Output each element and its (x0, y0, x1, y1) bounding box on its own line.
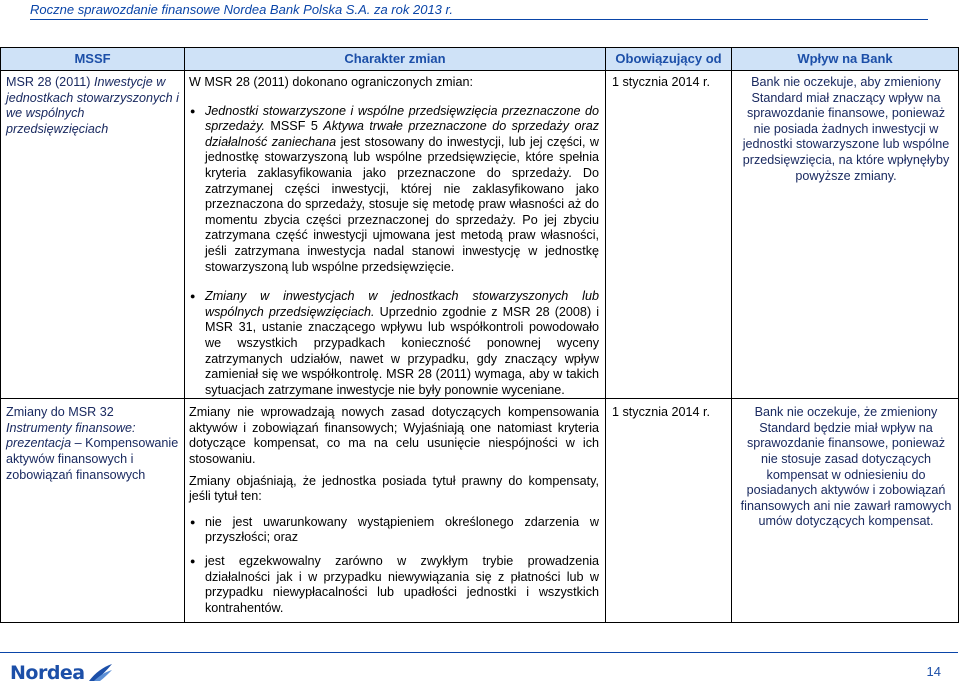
ifrs-changes-table (0, 47, 959, 623)
row1-bullet-2 (189, 289, 599, 398)
page-number: 14 (926, 664, 941, 679)
row1-bullet-1-rest: jest stosowany do inwestycji, lub jej części, w jednostkę stowarzyszoną lub wspólne przedsięwzięcie, które spełnia kryteria zaklasyfikowania jako przeznaczone do sprzedaży. Do zatrzymanej części inwestycji, której nie zaklasyfikowano jako przeznaczona do sprzedaży, stosuje się metodę praw własności aż do momentu zbycia części przeznaczonej do sprzedaży. Po jej zbyciu zatrzymana część inwestycji ujmowana jest metodą praw własności, jeśli zatrzymana inwestycja nadal stanowi inwestycję w jednostkę stowarzyszoną lub wspólne przedsięwzięcie. (205, 134, 599, 274)
row2-standard-code: Zmiany do MSR 32 (6, 405, 114, 420)
row1-changes (185, 71, 606, 399)
row1-bullet-1 (189, 104, 599, 276)
row1-intro: W MSR 28 (2011) dokonano ograniczonych zmian: (189, 75, 473, 89)
row2-standard (1, 399, 185, 623)
row1-bullet-2-rest: Uprzednio zgodnie z MSR 28 (2008) i MSR 31, ustanie znaczącego wpływu lub współkontroli powodowało we wszystkich przypadkach konieczność ponownej wyceny zatrzymanych udziałów, nawet w przypadku, gdy znaczący wpływ zamieniał się we współkontrolę. MSR 28 (2011) wymaga, aby w takich sytuacjach zatrzymane inwestycje nie były ponownie wyceniane. (205, 304, 599, 397)
row2-changes (185, 399, 606, 623)
row2-date: 1 stycznia 2014 r. (606, 399, 732, 623)
table-row (1, 399, 959, 623)
table-header-row (1, 48, 959, 71)
logo-text: Nordea (10, 662, 85, 684)
row1-bullet-1-italic: Jednostki stowarzyszone i wspólne przedsięwzięcia przeznaczone do sprzedaży. (205, 103, 599, 134)
row2-standard-title: Instrumenty finansowe: prezentacja – (6, 420, 136, 451)
nordea-logo (10, 662, 113, 684)
row1-bullet-1-italic2: Aktywa trwałe przeznaczone do sprzedaży oraz działalność zaniechana (205, 119, 600, 149)
row1-bullet-2-italic: Zmiany w inwestycjach w jednostkach stowarzyszonych lub wspólnych przedsięwzięciach. (205, 289, 599, 319)
header-mssf: MSSF (1, 48, 185, 71)
header-wplyw-na-bank: Wpływ na Bank (732, 48, 959, 71)
header-divider (30, 19, 928, 20)
row1-standard-title: Inwestycje w jednostkach stowarzyszonych i we wspólnych przedsięwzięciach (6, 75, 179, 136)
row2-bullet-2: ● jest egzekwowalny zarówno w zwykłym trybie prowadzenia działalności jak i w przypadku niewywiązania się z płatności lub w przypadku niewypłacalności lub upadłości jednostki i wszystkich kontrahentów. (189, 554, 599, 616)
header-charakter-zmian: Charakter zmian (185, 48, 606, 71)
row1-bullet-1-text: MSSF 5 (264, 119, 324, 134)
row2-paragraph-2: Zmiany objaśniają, że jednostka posiada tytuł prawny do kompensaty, jeśli tytuł ten: (189, 473, 599, 504)
row2-standard-subtitle: Kompensowanie aktywów finansowych i zobowiązań finansowych (6, 436, 179, 482)
row1-date: 1 stycznia 2014 r. (606, 71, 732, 399)
table-row (1, 71, 959, 399)
header-obowiazujacy-od: Obowiązujący od (606, 48, 732, 71)
footer-divider (0, 652, 958, 653)
row1-standard (1, 71, 185, 399)
nordea-sail-icon (87, 663, 113, 683)
page-header-title: Roczne sprawozdanie finansowe Nordea Bank Polska S.A. za rok 2013 r. (30, 2, 453, 17)
row2-bullet-1: ● nie jest uwarunkowany wystąpieniem określonego zdarzenia w przyszłości; oraz (189, 515, 599, 546)
row1-standard-code: MSR 28 (2011) (6, 75, 94, 89)
row2-impact: Bank nie oczekuje, że zmieniony Standard będzie miał wpływ na sprawozdanie finansowe, ponieważ nie stosuje zasad dotyczących kompensat w odniesieniu do posiadanych aktywów i zobowiązań finansowych ani nie zawarł ramowych umów dotyczących kompensat. (732, 399, 959, 623)
row1-impact: Bank nie oczekuje, aby zmieniony Standard miał znaczący wpływ na sprawozdanie finansowe, ponieważ nie posiada żadnych inwestycji w jednostki stowarzyszone lub wspólne przedsięwzięcia, na które wpłynęłyby powyższe zmiany. (732, 71, 959, 399)
row2-paragraph-1: Zmiany nie wprowadzają nowych zasad dotyczących kompensowania aktywów i zobowiązań finansowych; Wyjaśniają one natomiast kryteria dotyczące kompensat, co ma na celu usunięcie niespójności w ich stosowaniu. (189, 405, 599, 467)
